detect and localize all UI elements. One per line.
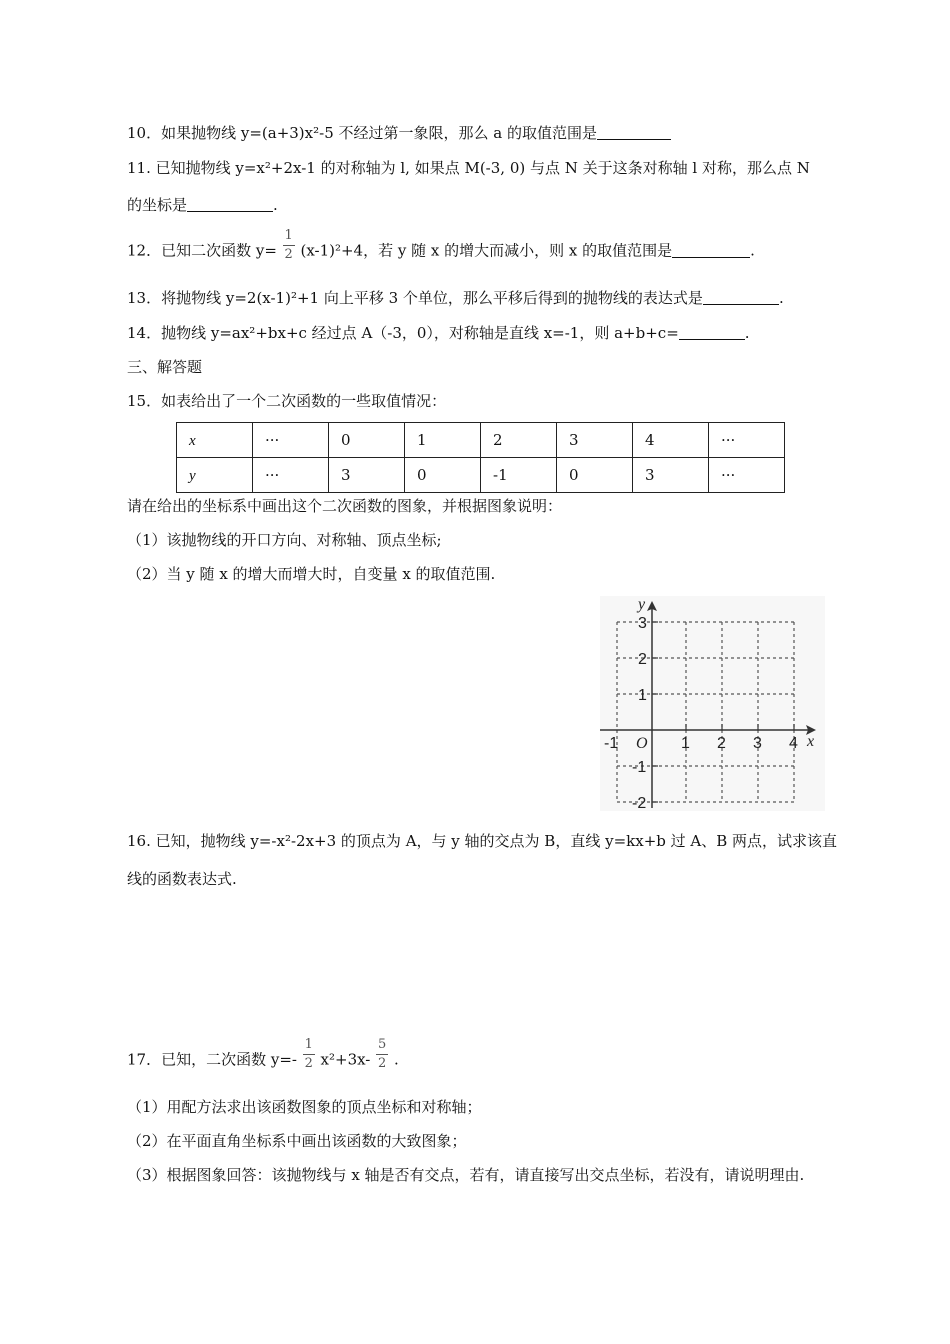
question-17: [127, 1037, 399, 1072]
question-10: [127, 123, 671, 143]
x-label: x: [189, 432, 196, 449]
question-17-post: .: [393, 1050, 399, 1069]
question-16-line2: 线的函数表达式.: [127, 870, 237, 888]
y-tick-label: 2: [638, 651, 647, 668]
y-tick-label: -2: [632, 795, 647, 811]
answer-blank[interactable]: [679, 325, 745, 340]
table-cell: 4: [633, 423, 709, 458]
answer-blank[interactable]: [187, 197, 273, 212]
question-10-text: 10．如果抛物线 y=(a+3)x²-5 不经过第一象限，那么 a 的取值范围是: [127, 124, 597, 142]
table-cell: 3: [633, 458, 709, 493]
table-cell: ···: [709, 458, 785, 493]
question-13-text: 13．将抛物线 y=2(x-1)²+1 向上平移 3 个单位，那么平移后得到的抛物线的表达式是: [127, 289, 703, 307]
question-17-sub2: （2）在平面直角坐标系中画出该函数的大致图象；: [127, 1132, 467, 1150]
question-11-line2: 的坐标是 .: [127, 196, 278, 214]
origin-label: O: [636, 735, 648, 752]
table-cell: 0: [557, 458, 633, 493]
table-cell: 3: [329, 458, 405, 493]
y-axis-label: y: [638, 596, 646, 613]
y-label: y: [189, 467, 196, 484]
x-tick-label: 3: [753, 735, 762, 752]
x-tick-label: 2: [717, 735, 726, 752]
answer-blank[interactable]: [597, 125, 671, 140]
table-row: [177, 458, 785, 493]
value-table: [176, 422, 785, 493]
table-cell: 0: [329, 423, 405, 458]
question-17-mid: x²+3x-: [320, 1050, 371, 1069]
question-11-line1: 11. 已知抛物线 y=x²+2x-1 的对称轴为 l, 如果点 M(-3, 0) 与点 N 关于这条对称轴 l 对称，那么点 N: [127, 159, 810, 177]
fraction: [376, 1037, 388, 1072]
question-11-text: 的坐标是: [127, 196, 188, 214]
table-cell: 0: [405, 458, 481, 493]
fraction-numerator: 5: [378, 1037, 387, 1052]
table-row: [177, 423, 785, 458]
table-cell: -1: [481, 458, 557, 493]
x-tick-label: 4: [789, 735, 798, 752]
table-cell: ···: [253, 423, 329, 458]
coordinate-grid[interactable]: [600, 596, 825, 811]
question-17-sub1: （1）用配方法求出该函数图象的顶点坐标和对称轴；: [127, 1098, 482, 1116]
question-15-sub1: （1）该抛物线的开口方向、对称轴、顶点坐标;: [127, 531, 442, 549]
fraction-denominator: 2: [284, 247, 293, 262]
question-17-sub3: （3）根据图象回答：该抛物线与 x 轴是否有交点，若有，请直接写出交点坐标，若没有，请说明理由.: [127, 1166, 805, 1184]
y-tick-label: -1: [632, 759, 647, 776]
fraction-numerator: 1: [284, 228, 293, 243]
question-15: 15．如表给出了一个二次函数的一些取值情况：: [127, 392, 447, 410]
question-15-instruction: 请在给出的坐标系中画出这个二次函数的图象，并根据图象说明：: [127, 497, 563, 515]
answer-blank[interactable]: [703, 290, 779, 305]
section-heading: 三、解答题: [127, 358, 203, 376]
question-16-line1: 16. 已知，抛物线 y=-x²-2x+3 的顶点为 A，与 y 轴的交点为 B，直线 y=kx+b 过 A、B 两点，试求该直: [127, 832, 838, 850]
fraction-denominator: 2: [378, 1056, 387, 1071]
fraction: [303, 1037, 315, 1072]
fraction-denominator: 2: [304, 1056, 313, 1071]
answer-blank[interactable]: [672, 243, 750, 258]
fraction-numerator: 1: [304, 1037, 313, 1052]
question-12: 12．已知二次函数 $y= \frac{1}{2} (x-1)^2+4$，若 y 随 x 的增大而减小，则 x 的取值范围是 .: [127, 228, 755, 262]
question-12-post: (x-1)²+4，若 y 随 x 的增大而减小，则 x 的取值范围是: [300, 241, 673, 260]
x-axis-label: x: [807, 733, 815, 750]
question-17-pre: 17．已知，二次函数 y=-: [127, 1050, 297, 1069]
table-cell: ···: [253, 458, 329, 493]
table-cell: 3: [557, 423, 633, 458]
question-13: 13．将抛物线 y=2(x-1)²+1 向上平移 3 个单位，那么平移后得到的抛物线的表达式是 .: [127, 289, 784, 307]
question-15-sub2: （2）当 y 随 x 的增大而增大时，自变量 x 的取值范围.: [127, 565, 496, 583]
table-cell: ···: [709, 423, 785, 458]
y-tick-label: 1: [638, 687, 647, 704]
y-tick-label: 3: [638, 615, 647, 632]
x-tick-label: 1: [681, 735, 690, 752]
table-cell: 1: [405, 423, 481, 458]
table-cell: 2: [481, 423, 557, 458]
x-tick-label: -1: [604, 735, 619, 752]
question-12-pre: 12．已知二次函数 y=: [127, 241, 277, 260]
question-14: 14．抛物线 y=ax²+bx+c 经过点 A（-3，0），对称轴是直线 x=-1，则 a+b+c= .: [127, 324, 750, 342]
fraction: [283, 228, 295, 263]
question-14-text: 14．抛物线 y=ax²+bx+c 经过点 A（-3，0），对称轴是直线 x=-1，则 a+b+c=: [127, 324, 679, 342]
